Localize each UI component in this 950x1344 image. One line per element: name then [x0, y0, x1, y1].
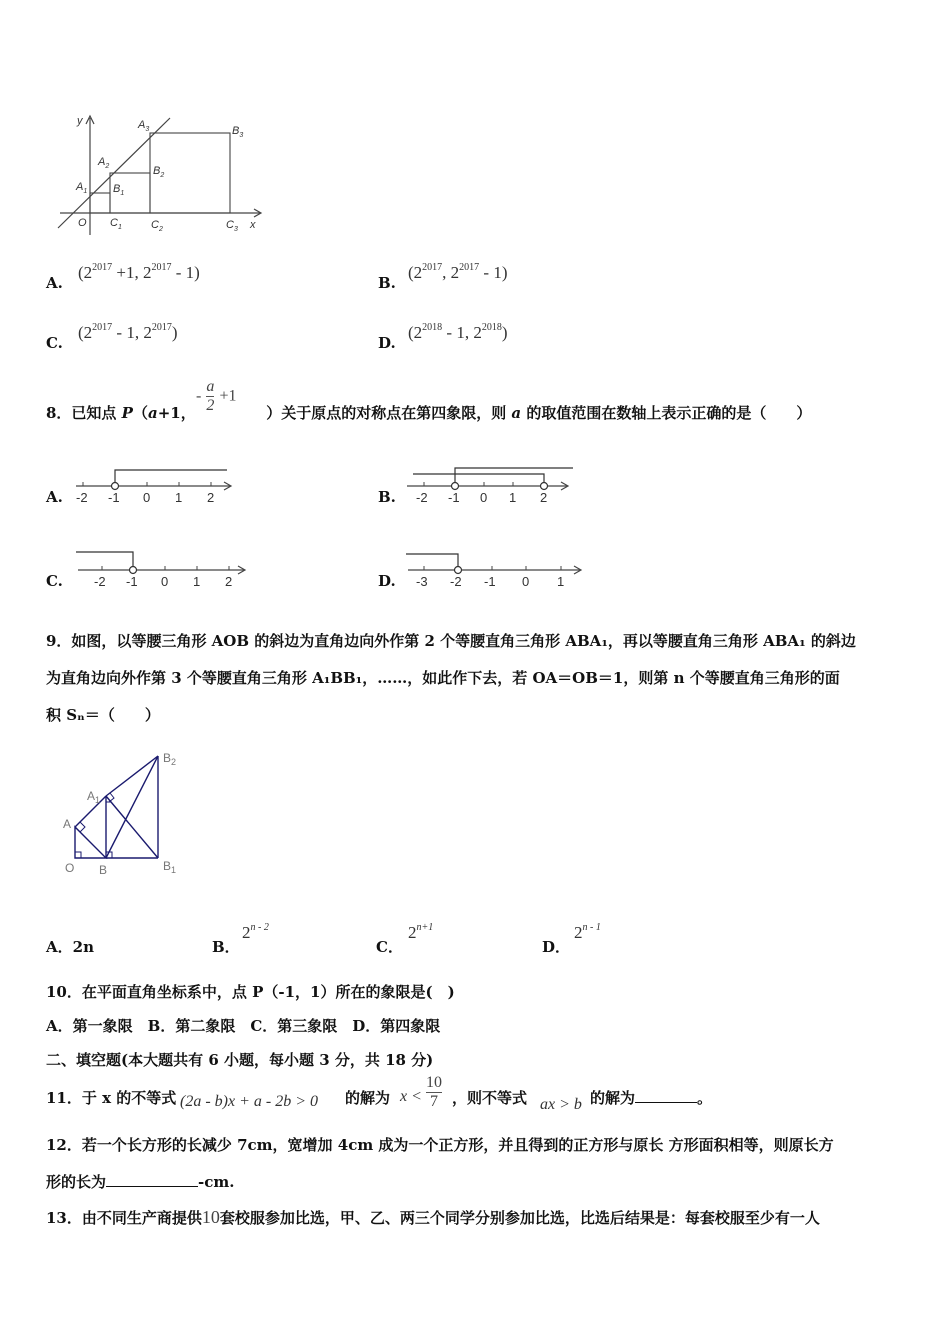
q9-option-b-expr: 2$^{n - 2}$ [242, 922, 269, 942]
q8-option-a-numberline [72, 464, 237, 509]
q11-x-less: x < [400, 1088, 422, 1105]
tick-label: 2 [225, 574, 233, 589]
segment-B-B2 [106, 756, 158, 858]
label-B3: $B_3$ [232, 125, 244, 139]
tick-label: 0 [161, 574, 169, 589]
q8-option-b-numberline [405, 462, 580, 507]
tick-label: 2 [207, 490, 215, 505]
open-circle [455, 567, 462, 574]
q8-option-d-label: D. [378, 572, 396, 590]
q7-option-a-expr: ($2^{2017} +1$, $2^{2017} - 1$) [78, 262, 200, 282]
q11-answer-line: 的解为 。 [590, 1089, 713, 1107]
label-A3: $A_3$ [138, 119, 150, 133]
label-A1: $A_1$ [76, 181, 88, 195]
tick-label: -1 [108, 490, 120, 505]
tick-label: 0 [480, 490, 488, 505]
tick-label: 0 [143, 490, 151, 505]
q7-option-c-expr: ($2^{2017} - 1$, $2^{2017}$) [78, 322, 178, 342]
tick-label: -2 [416, 490, 428, 505]
x-label: x [250, 219, 256, 231]
tick-label: -2 [76, 490, 88, 505]
q9-line-3: 积 Sₙ＝（ ） [46, 706, 160, 724]
q7-option-c-label: C. [46, 334, 63, 352]
tick-label: -2 [94, 574, 106, 589]
tick-label: 1 [509, 490, 517, 505]
q11-prefix: 11．于 x 的不等式 [46, 1089, 177, 1107]
q9-triangles-figure [55, 748, 195, 883]
label-B2: $B_2$ [163, 751, 177, 767]
q9-line-1: 9．如图，以等腰三角形 AOB 的斜边为直角边向外作第 2 个等腰直角三角形 ABA₁，再以等腰直角三角形 ABA₁ 的斜边 [46, 632, 856, 650]
tick-label: 0 [522, 574, 530, 589]
label-B1: $B_1$ [113, 183, 125, 197]
tick-label: 2 [540, 490, 548, 505]
tick-label: -3 [416, 574, 428, 589]
q12-line-1: 12．若一个长方形的长减少 7cm，宽增加 4cm 成为一个正方形，并且得到的正方形与原长 方形面积相等，则原长方 [46, 1136, 834, 1154]
q8-fraction-expr: - $\frac{a}{2}$ +1 [196, 378, 237, 414]
section-2-heading: 二、填空题(本大题共有 6 小题，每小题 3 分，共 18 分) [46, 1051, 434, 1069]
tick-label: -1 [126, 574, 138, 589]
q8-question: 8．已知点 P（a+1， ）关于原点的对称点在第四象限，则 a 的取值范围在数轴上表示正确的是（ ） [46, 404, 812, 422]
q11-mid: 的解为 [345, 1089, 391, 1107]
q7-option-d-expr: ($2^{2018} - 1$, $2^{2018}$) [408, 322, 508, 342]
label-C2: $C_2$ [151, 219, 163, 233]
segment-A1-B1 [106, 796, 158, 858]
open-circle [541, 483, 548, 490]
q7-staircase-figure [50, 110, 280, 240]
square-1 [90, 193, 110, 213]
q11-fraction: $\frac{10}{7}$ [426, 1074, 442, 1110]
q7-option-b-expr: ($2^{2017}$, $2^{2017} - 1$) [408, 262, 508, 282]
y-label: y [77, 115, 83, 127]
q8-option-d-numberline [404, 546, 589, 591]
label-O: O [65, 861, 75, 875]
origin-label: O [78, 217, 87, 229]
open-circle [452, 483, 459, 490]
label-C3: $C_3$ [226, 219, 238, 233]
q9-option-c-expr: $2^{n+1}$ [408, 922, 434, 942]
q9-option-b-label: B． [212, 938, 240, 956]
q8-option-a-label: A. [46, 488, 63, 506]
label-B: B [99, 863, 108, 877]
tick-label: 1 [193, 574, 201, 589]
q8-option-c-numberline [74, 546, 249, 591]
label-A1: $A_1$ [87, 789, 101, 805]
tick-label: -1 [484, 574, 496, 589]
q8-fraction: $\frac{a}{2}$ [206, 378, 215, 414]
q13-line-1: 13．由不同生产商提供10套校服参加比选，甲、乙、两三个同学分别参加比选，比选后结果是：每套校服至少有一人 [46, 1207, 820, 1227]
q7-option-b-label: B. [378, 274, 396, 292]
q7-option-a-label: A. [46, 274, 63, 292]
tick-label: 1 [175, 490, 183, 505]
q8-option-c-label: C. [46, 572, 63, 590]
q10-options: A．第一象限 B．第二象限 C．第三象限 D．第四象限 [46, 1017, 441, 1035]
triangle-AOB [75, 827, 106, 858]
q11-answer-blank[interactable] [635, 1088, 697, 1103]
q9-option-d-label: D． [542, 938, 571, 956]
q12-answer-blank[interactable] [106, 1172, 198, 1187]
label-B1: $B_1$ [163, 859, 177, 875]
q11-mid2: ，则不等式 [452, 1089, 528, 1107]
label-C1: $C_1$ [110, 217, 122, 231]
q9-option-a: A．2n [46, 938, 94, 956]
q9-option-d-expr: 2$^{n - 1}$ [574, 922, 601, 942]
q12-line-2: 形的长为 -cm. [46, 1173, 235, 1191]
segment-A1-B2 [106, 756, 158, 796]
tick-label: 1 [557, 574, 565, 589]
q9-line-2: 为直角边向外作第 3 个等腰直角三角形 A₁BB₁，……，如此作下去，若 OA＝OB＝1，则第 n 个等腰直角三角形的面 [46, 669, 840, 687]
q8-option-b-label: B. [378, 488, 396, 506]
q9-option-c-label: C． [376, 938, 403, 956]
label-B2: $B_2$ [153, 165, 165, 179]
q11-inequality-2: ax > b [540, 1096, 582, 1113]
open-circle [112, 483, 119, 490]
q7-option-d-label: D. [378, 334, 396, 352]
tick-label: -2 [450, 574, 462, 589]
open-circle [130, 567, 137, 574]
q11-inequality-1: (2a - b)x + a - 2b > 0 [180, 1093, 319, 1110]
label-A: A [63, 817, 72, 831]
tick-label: -1 [448, 490, 460, 505]
q10-question: 10．在平面直角坐标系中，点 P（-1，1）所在的象限是( ) [46, 983, 455, 1001]
label-A2: $A_2$ [98, 156, 110, 170]
